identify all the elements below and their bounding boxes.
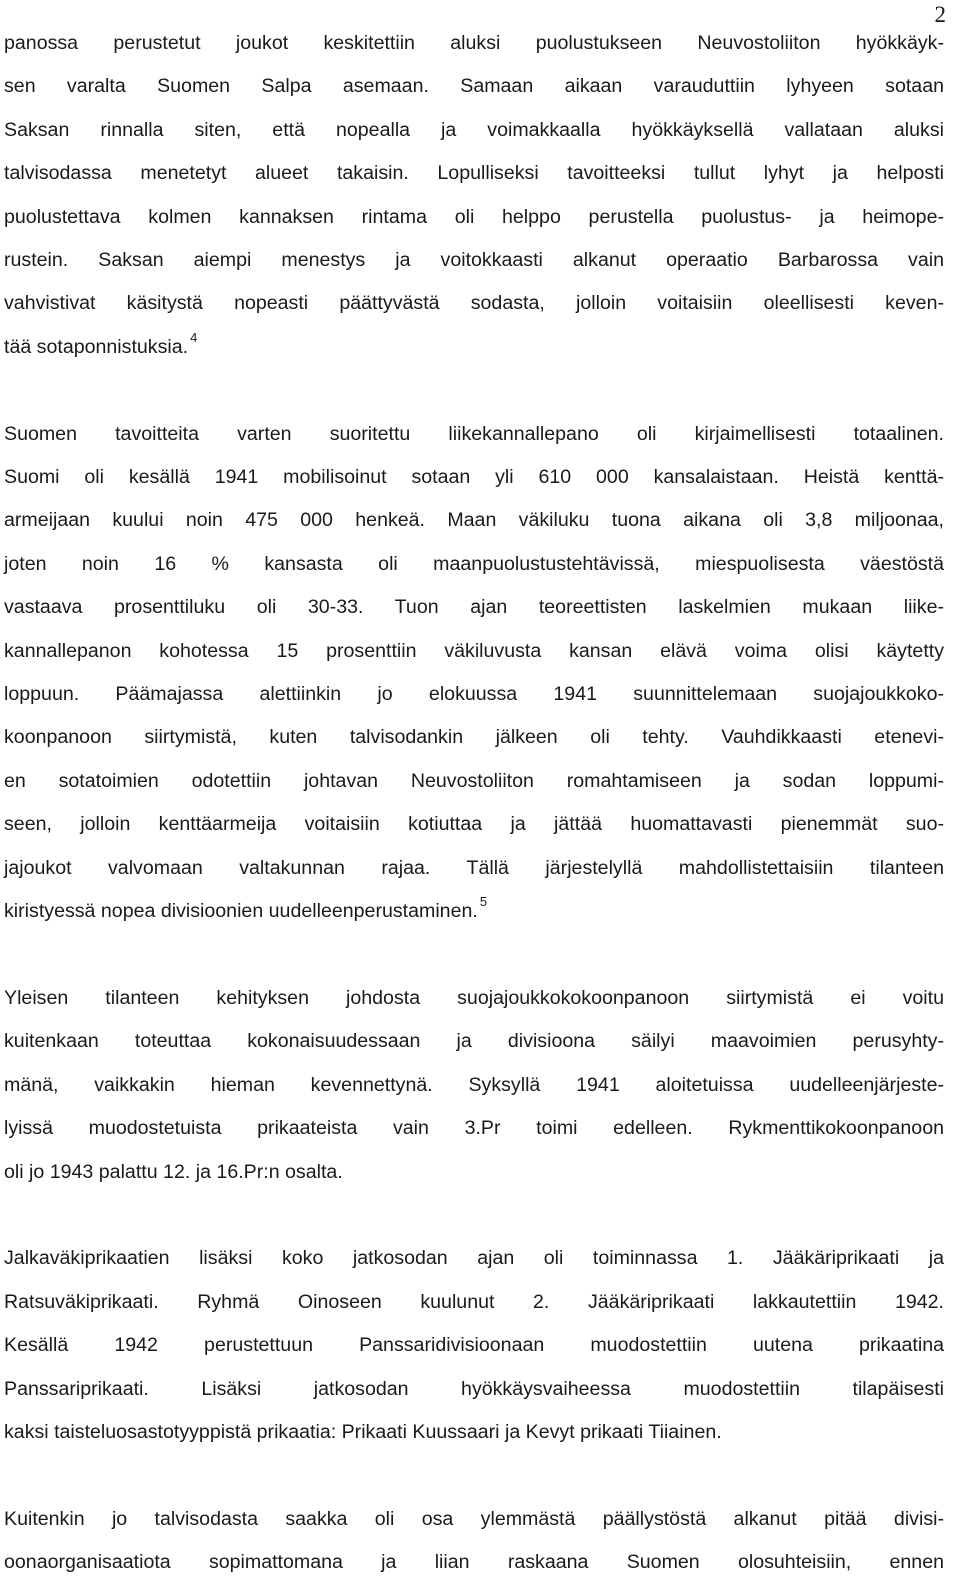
paragraph — [4, 977, 944, 1194]
text-line: talvisodassa menetetyt alueet takaisin. Lopulliseksi tavoitteeksi tullut lyhyt ja helposti — [4, 162, 944, 185]
paragraph-gap — [4, 1454, 944, 1497]
paragraph — [4, 22, 944, 369]
text-line: kuitenkaan toteuttaa kokonaisuudessaan ja divisioona säilyi maavoimien perusyhty- — [4, 1030, 944, 1053]
text-line: mänä, vaikkakin hieman kevennettynä. Syksyllä 1941 aloitetuissa uudelleenjärjeste- — [4, 1073, 944, 1096]
text-line: koonpanoon siirtymistä, kuten talvisodankin jälkeen oli tehty. Vauhdikkaasti etenevi- — [4, 726, 944, 749]
document-body — [4, 22, 944, 1585]
paragraph-gap — [4, 369, 944, 412]
paragraph — [4, 413, 944, 934]
text-line: joten noin 16 % kansasta oli maanpuolustustehtävissä, miespuolisesta väestöstä — [4, 552, 944, 575]
text-line: oli jo 1943 palattu 12. ja 16.Pr:n osalta. — [4, 1160, 343, 1183]
text-line: vahvistivat käsitystä nopeasti päättyvästä sodasta, jolloin voitaisiin oleellisesti keven- — [4, 292, 944, 315]
page-number: 2 — [934, 2, 946, 27]
paragraph-gap — [4, 934, 944, 977]
text-line: sen varalta Suomen Salpa asemaan. Samaan aikaan varauduttiin lyhyeen sotaan — [4, 75, 944, 98]
text-line: Ratsuväkiprikaati. Ryhmä Oinoseen kuulunut 2. Jääkäriprikaati lakkautettiin 1942. — [4, 1290, 944, 1313]
text-line: jajoukot valvomaan valtakunnan rajaa. Tällä järjestelyllä mahdollistettaisiin tilanteen — [4, 856, 944, 879]
footnote-marker: 4 — [190, 329, 198, 345]
text-line: puolustettava kolmen kannaksen rintama oli helppo perustella puolustus- ja heimope- — [4, 205, 944, 228]
paragraph — [4, 1498, 944, 1585]
text-line: Panssariprikaati. Lisäksi jatkosodan hyökkäysvaiheessa muodostettiin tilapäisesti — [4, 1377, 944, 1400]
text-line: Suomen tavoitteita varten suoritettu liikekannallepano oli kirjaimellisesti totaalinen. — [4, 422, 944, 445]
text-line: Suomi oli kesällä 1941 mobilisoinut sotaan yli 610 000 kansalaistaan. Heistä kenttä- — [4, 466, 944, 489]
text-line: Yleisen tilanteen kehityksen johdosta suojajoukkokokoonpanoon siirtymistä ei voitu — [4, 986, 944, 1009]
text-line: panossa perustetut joukot keskitettiin aluksi puolustukseen Neuvostoliiton hyökkäyk- — [4, 32, 944, 54]
paragraph — [4, 1237, 944, 1454]
text-line: en sotatoimien odotettiin johtavan Neuvostoliiton romahtamiseen ja sodan loppumi- — [4, 769, 944, 792]
text-line: Saksan rinnalla siten, että nopealla ja voimakkaalla hyökkäyksellä vallataan aluksi — [4, 118, 944, 141]
text-line: tää sotaponnistuksia. — [4, 335, 189, 358]
text-line: vastaava prosenttiluku oli 30-33. Tuon ajan teoreettisten laskelmien mukaan liike- — [4, 596, 944, 619]
text-line: rustein. Saksan aiempi menestys ja voitokkaasti alkanut operaatio Barbarossa vain — [4, 249, 944, 272]
text-line-last — [4, 890, 944, 933]
footnote-marker: 5 — [479, 894, 488, 910]
text-line: kannallepanon kohotessa 15 prosenttiin väkiluvusta kansan elävä voima olisi käytetty — [4, 639, 944, 662]
text-line: Jalkaväkiprikaatien lisäksi koko jatkosodan ajan oli toiminnassa 1. Jääkäriprikaati ja — [4, 1247, 944, 1270]
text-line: armeijaan kuului noin 475 000 henkeä. Maan väkiluku tuona aikana oli 3,8 miljoonaa, — [4, 509, 944, 532]
text-line: lyissä muodostetuista prikaateista vain 3.Pr toimi edelleen. Rykmenttikokoonpanoon — [4, 1117, 944, 1140]
paragraph-gap — [4, 1194, 944, 1237]
text-line: oonaorganisaatiota sopimattomana ja liian raskaana Suomen olosuhteisiin, ennen — [4, 1551, 944, 1574]
text-line: kaksi taisteluosastotyyppistä prikaatia: Prikaati Kuussaari ja Kevyt prikaati Tiiainen. — [4, 1420, 722, 1443]
text-line: Kuitenkin jo talvisodasta saakka oli osa ylemmästä päällystöstä alkanut pitää divisi- — [4, 1507, 944, 1530]
text-line: loppuun. Päämajassa alettiinkin jo elokuussa 1941 suunnittelemaan suojajoukkoko- — [4, 683, 944, 706]
text-line: seen, jolloin kenttäarmeija voitaisiin kotiuttaa ja jättää huomattavasti pienemmät suo- — [4, 813, 944, 836]
text-line-last — [4, 326, 944, 369]
text-line: kiristyessä nopea divisioonien uudelleenperustaminen. — [4, 900, 478, 923]
text-line: Kesällä 1942 perustettuun Panssaridivisioonaan muodostettiin uutena prikaatina — [4, 1334, 944, 1357]
